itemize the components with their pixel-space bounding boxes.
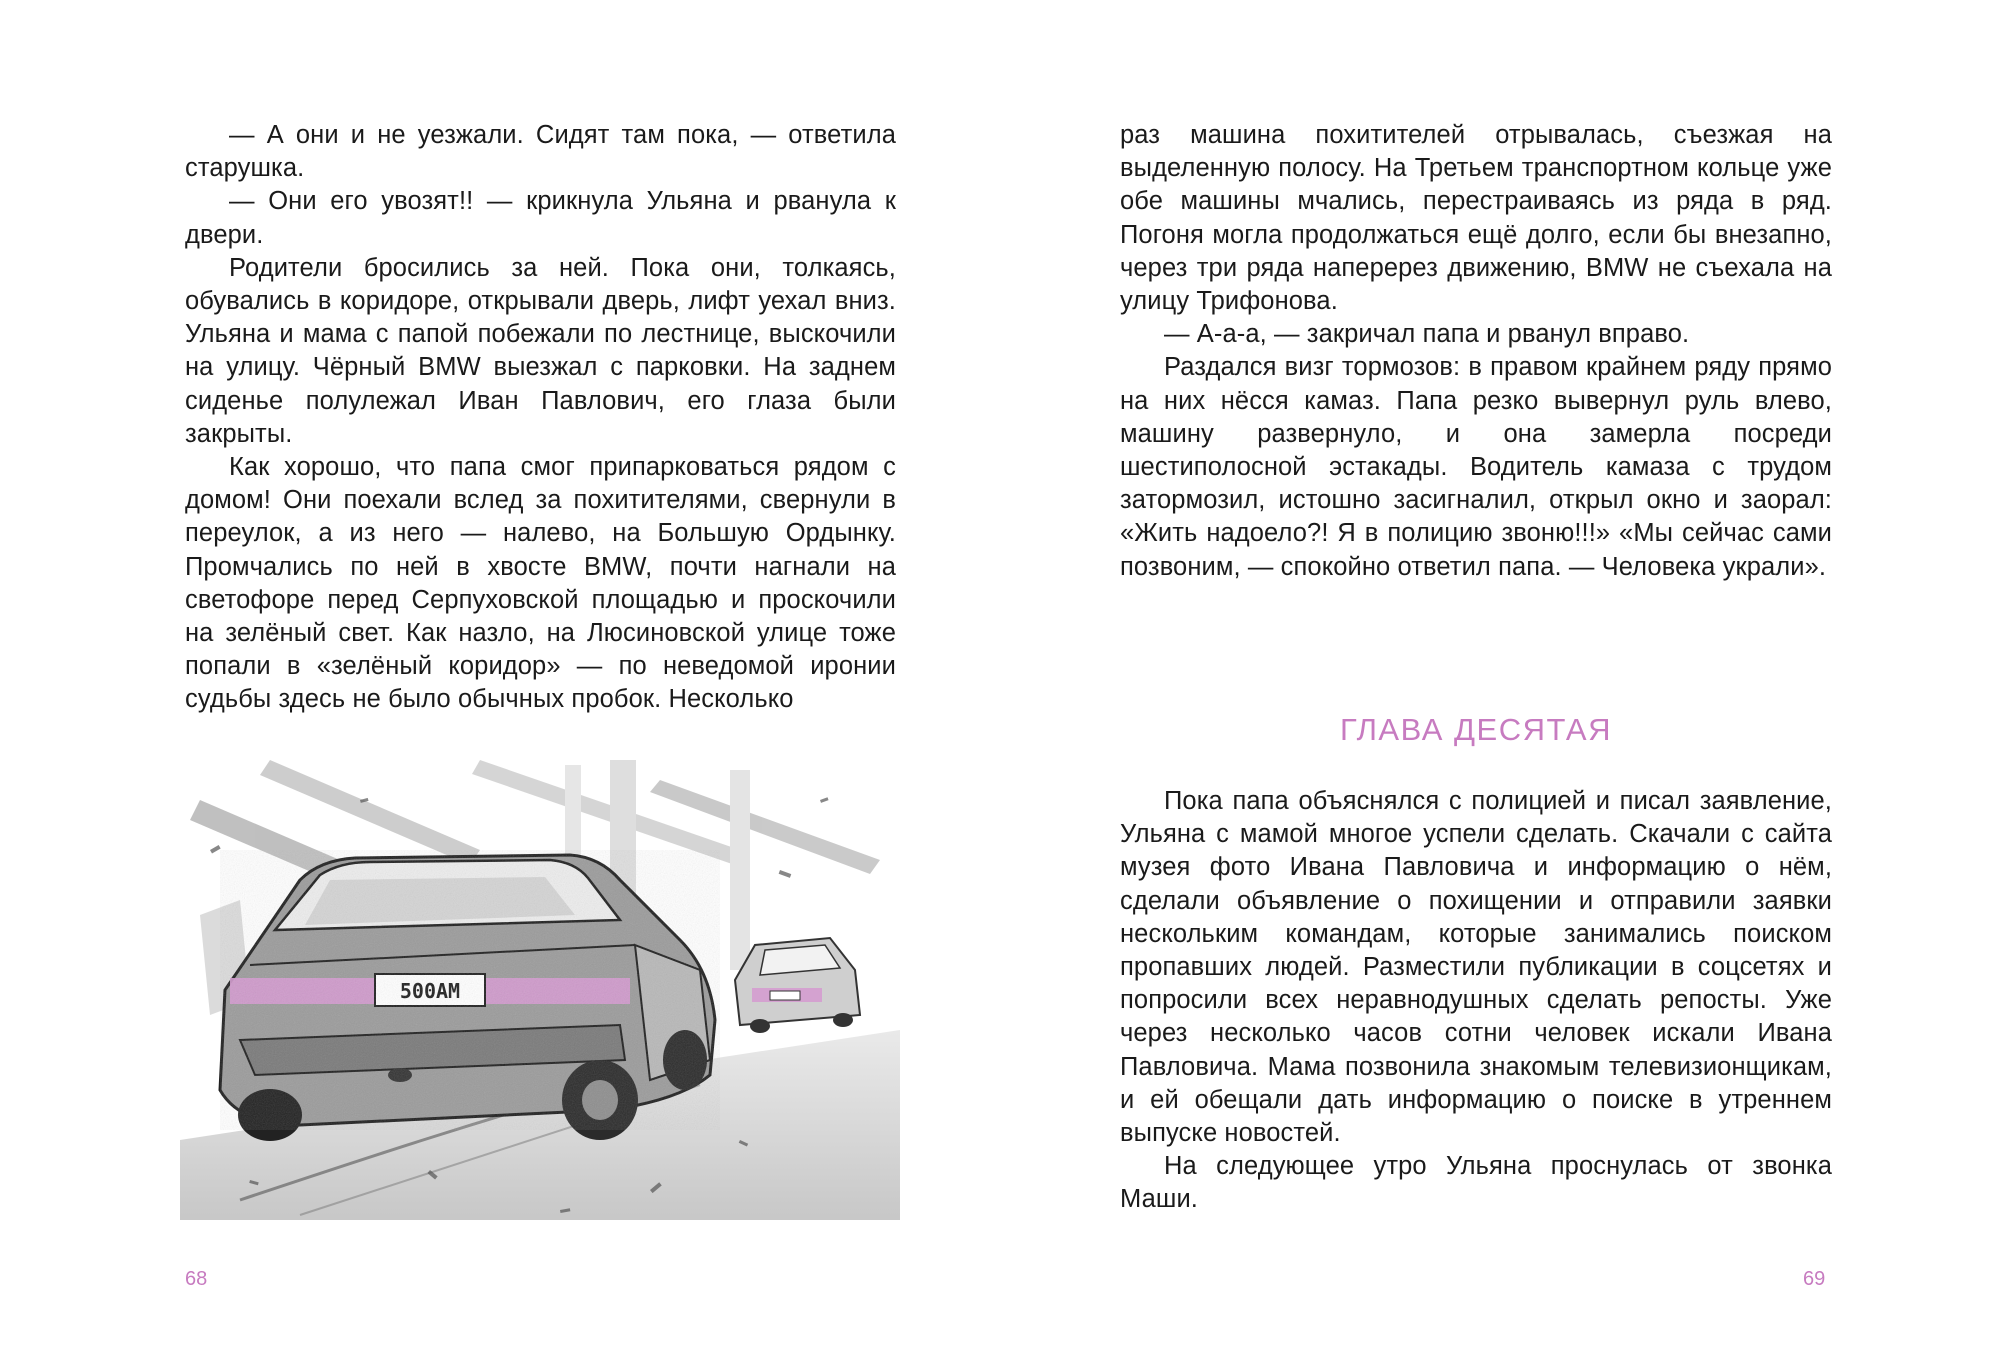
paragraph: Пока папа объяснялся с полицией и писал заявление, Ульяна с мамой многое успели сделать. Скачали с сайта музея фото Ивана Павловича и информацию о нём, сделали объявление о похищении и отправили заявки нескольким командам, которые занимались поиском пропавших людей. Разместили публикации в соцсетях и попросили всех неравнодушных сделать репосты. Уже через несколько часов сотни человек искали Ивана Павловича. Мама позвонила знакомым телевизионщикам, и ей обещали дать информацию о поиске в утреннем выпуске новостей. xyxy=(1120,787,1832,1148)
page-number-left: 68 xyxy=(185,1268,208,1290)
paragraph: Родители бросились за ней. Пока они, толкаясь, обувались в коридоре, открывали дверь, лифт уехал вниз. Ульяна и мама с папой побежали по лестнице, выскочили на улицу. Чёрный BMW выезжал с парковки. На заднем сиденье полулежал Иван Павлович, его глаза были закрыты. xyxy=(185,253,896,448)
distant-car xyxy=(735,938,860,1033)
car-chase-illustration xyxy=(180,740,900,1220)
left-page-text xyxy=(185,119,896,717)
paragraph: — А они и не уезжали. Сидят там пока, — ответила старушка. xyxy=(185,121,896,183)
paragraph: Как хорошо, что папа смог припарковаться рядом с домом! Они поехали вслед за похитителями, свернули в переулок, а из него — налево, на Большую Ордынку. Промчались по ней в хвосте BMW, почти нагнали на светофоре перед Серпуховской площадью и проскочили на зелёный свет. Как назло, на Люсиновской улице тоже попали в «зелёный коридор» — по неведомой иронии судьбы здесь не было обычных пробок. Несколько xyxy=(185,453,896,714)
paragraph: — Они его увозят!! — крикнула Ульяна и рванула к двери. xyxy=(185,187,896,249)
paragraph: — А-а-а, — закричал папа и рванул вправо. xyxy=(1164,320,1690,349)
right-page-text-bottom xyxy=(1120,785,1832,1217)
page-number-right: 69 xyxy=(1803,1268,1826,1290)
main-car xyxy=(220,850,720,1141)
right-page xyxy=(1000,0,2000,1370)
paragraph: Раздался визг тормозов: в правом крайнем ряду прямо на них нёсся камаз. Папа резко вывернул руль влево, машину развернуло, и она замерла посреди шестиполосной эстакады. Водитель камаза с трудом затормозил, истошно засигналил, открыл окно и заорал: «Жить надоело?! Я в полицию звоню!!!» «Мы сейчас сами позвоним, — спокойно ответил папа. — Человека украли». xyxy=(1120,353,1832,581)
paragraph: раз машина похитителей отрывалась, съезжая на выделенную полосу. На Третьем транспортном кольце уже обе машины мчались, перестраиваясь из ряда в ряд. Погоня могла продолжаться ещё долго, если бы внезапно, через три ряда наперерез движению, BMW не съехала на улицу Трифонова. xyxy=(1120,121,1832,316)
right-page-text-top xyxy=(1120,119,1832,584)
chapter-title: ГЛАВА ДЕСЯТАЯ xyxy=(1340,712,1612,747)
car-chase-drawing xyxy=(180,740,900,1220)
paragraph: На следующее утро Ульяна проснулась от звонка Маши. xyxy=(1120,1152,1832,1214)
